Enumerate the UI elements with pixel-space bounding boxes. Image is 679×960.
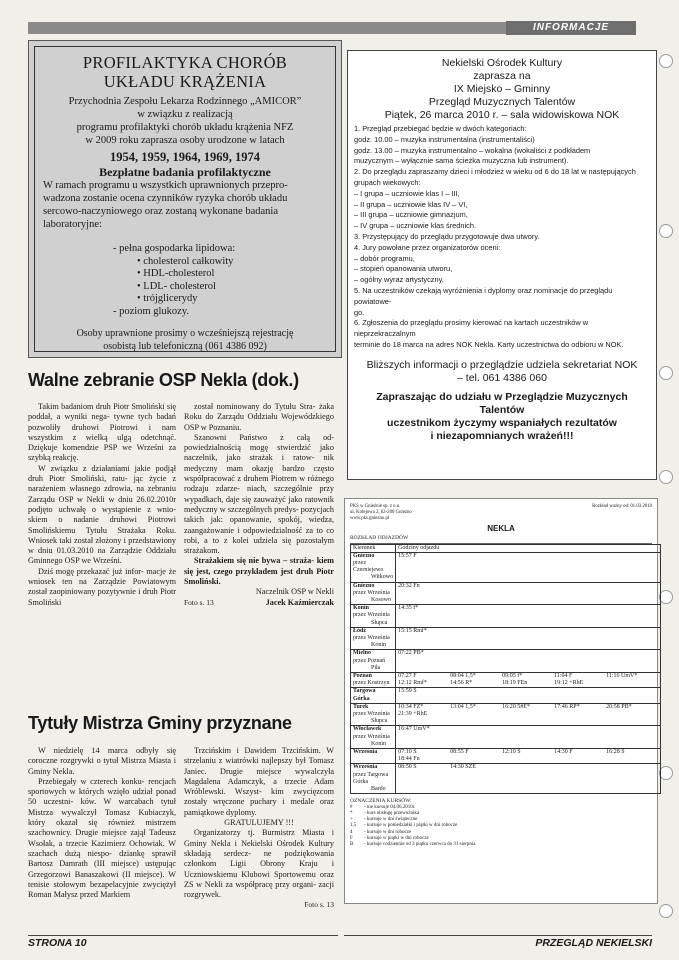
footer-page-number: STRONA 10 xyxy=(28,935,338,949)
signature-name: Jacek Kaźmierczak xyxy=(265,597,334,607)
table-row xyxy=(351,552,661,582)
destination-name: Włocławek xyxy=(353,726,382,733)
nok-head: Przegląd Muzycznych Talentów xyxy=(428,96,576,108)
timetable-legend xyxy=(350,798,652,848)
nok-rule-line: 3. Przystępujący do przeglądu przygotowuje dwa utwory. xyxy=(354,231,540,241)
paragraph: Takim badaniom druh Piotr Smoliński się poddał, a wyniki nega- tywne tych badań pozwoliły druhowi Piotrowi i nam wszystkim z wielką ulgą odetchnąć. Dziękuje komendzie PSP we Wrześni za szybką reakcję. xyxy=(28,402,176,463)
destination-name: Września xyxy=(353,749,378,756)
departure-time: 11:16 UmV* xyxy=(606,673,638,680)
binder-hole xyxy=(659,224,673,238)
list-item: - pełna gospodarka lipidowa: xyxy=(113,243,236,254)
departure-time: 21:39 +RhE xyxy=(398,711,428,718)
destination-via: Słupca xyxy=(371,718,388,725)
binder-hole xyxy=(659,54,673,68)
departure-time: 08:04 1,5* xyxy=(450,673,476,680)
departure-time: 14:35 f* xyxy=(398,605,419,612)
destination-name: Poznań xyxy=(353,673,373,680)
departure-time: 16:20 5#E* xyxy=(502,703,530,710)
amicor-title-2: UKŁADU KRĄŻENIA xyxy=(103,72,267,91)
nok-rule-line: – I grupa – uczniowie klas I – III, xyxy=(354,188,460,198)
destination-name: Łódź xyxy=(353,627,367,634)
nok-rule-line: 4. Jury powołane przez organizatorów oceni: xyxy=(354,242,501,252)
timetable-destination xyxy=(351,627,396,650)
timetable-valid-from: Rozkład ważny od: 01.03.2010 xyxy=(592,504,652,509)
departure-time: 09:05 f* xyxy=(502,673,523,680)
nok-rule-line: – III grupa – uczniowie gimnazjum, xyxy=(354,210,468,220)
company-line: www.pks.gniezno.pl xyxy=(350,515,390,521)
binder-hole xyxy=(659,590,673,604)
binder-hole xyxy=(659,366,673,380)
timetable-destination xyxy=(351,650,396,673)
table-row xyxy=(351,726,661,749)
timetable-times xyxy=(396,582,661,605)
departure-time: 11:04 F xyxy=(554,673,573,680)
list-item: - poziom glukozy. xyxy=(113,305,190,317)
nok-closing: Zapraszając do udziału w Przeglądzie Muzycznych Talentów xyxy=(376,390,628,416)
table-row xyxy=(351,673,661,688)
destination-name: Września xyxy=(353,764,378,771)
departure-time: 20:58 PB* xyxy=(606,703,632,710)
timetable-times xyxy=(396,552,661,582)
table-row xyxy=(351,703,661,726)
destination-name: Gniezno xyxy=(353,582,375,589)
legend-text: - kursuje w poniedziałki i piątki w dni robocze xyxy=(364,823,458,829)
departure-time: 15:15 Rmf* xyxy=(398,627,427,634)
departure-time: 07:10 S xyxy=(398,749,417,756)
nok-rule-line: godz. 13.00 – muzyka instrumentalno – wokalna (wokaliści z podkładem xyxy=(354,145,591,155)
timetable-times xyxy=(396,703,661,726)
departure-time: 13:04 1,5* xyxy=(450,703,476,710)
legend-text: - kursuje codziennie od 3 piątku czerwca do 31 sierpnia xyxy=(364,842,476,848)
paragraph: Przebiegały w czterech konku- rencjach sportowych w których wzięło udział ponad 50 uczestni- ków. W warcabach tytuł Mistrza wywalczył Tomasz Kubiaczyk, który okazał się również mistrzem szachownicy. Drugie miejsce zajął Tadeusz Wsołak, a trzecie Kazimierz Ochowiak. W szachach dużą niespo- dziankę sprawił Bartosz Damrath (III miejsce) ustępując Grzegorzowi Banaszakowi (II miejsce). W tenisie stołowym bezapelacyjnie zwyciężył Roman Małysz przed Markiem xyxy=(28,776,176,900)
timetable-times xyxy=(396,764,661,794)
amicor-test-list xyxy=(113,243,327,318)
legend-title: OZNACZENIA KURSÓW: xyxy=(350,798,412,805)
timetable-station: NEKLA xyxy=(487,524,515,534)
amicor-announcement xyxy=(28,40,342,358)
table-row xyxy=(351,605,661,628)
destination-via: Konin xyxy=(371,740,386,747)
signature-line xyxy=(184,598,334,608)
timetable-destination xyxy=(351,582,396,605)
legend-symbol: + xyxy=(350,817,353,823)
article-osp-col2 xyxy=(184,402,334,608)
departure-time: 18:44 Fn xyxy=(398,756,420,763)
amicor-intro: w związku z realizacją xyxy=(137,109,233,120)
amicor-body: sercowo-naczyniowego oraz zostaną wykonane badania xyxy=(43,206,278,217)
nok-head: Nekielski Ośrodek Kultury xyxy=(441,57,563,69)
timetable-destination xyxy=(351,726,396,749)
destination-via: Piła xyxy=(371,664,381,671)
departure-time: 08:50 S xyxy=(398,764,417,771)
departure-time: 14:30 SZE xyxy=(450,764,476,771)
legend-symbol: 1,5 xyxy=(350,823,357,829)
legend-row xyxy=(350,842,652,848)
legend-symbol: # xyxy=(350,804,353,810)
destination-via: Kosowo xyxy=(371,597,392,603)
timetable-destination xyxy=(351,605,396,628)
bus-timetable xyxy=(344,498,658,904)
paragraph: Trzcińskim i Dawidem Trzcińskim. W strzelaniu z wiatrówki najlepszy był Tomasz Janiec. Drugie miejsce wywalczyła Magdalena Adamczyk, a trzecie Adam Wróblewski. Wszyst- kim zwycięzcom zostały wręczone puchary i medale oraz pamiątkowe dyplomy. xyxy=(184,746,334,817)
nok-rule-line: – stopień opanowania utworu, xyxy=(354,264,453,274)
legend-symbol: 4 xyxy=(350,829,353,835)
legend-text: - kursuje w piątki w dni robocze xyxy=(364,836,429,842)
paragraph: Strażakiem się nie bywa – straża- kiem się jest, czego przykładem jest druh Piotr Smoliński. xyxy=(184,556,334,587)
timetable-destination xyxy=(351,749,396,764)
legend-text: - kursuje w dni świąteczne xyxy=(364,817,418,823)
photo-credit: Foto s. 13 xyxy=(304,900,334,910)
list-item: • HDL-cholesterol xyxy=(137,268,215,279)
timetable-company xyxy=(350,504,412,521)
list-item: • cholesterol całkowity xyxy=(137,255,234,267)
table-row xyxy=(351,749,661,764)
destination-name: Gniezno xyxy=(353,552,375,559)
nok-info: Bliższych informacji o przeglądzie udziela sekretariat NOK xyxy=(366,358,638,371)
destination-via: przez Września xyxy=(353,589,390,596)
nok-closing: uczestnikom życzymy wspaniałych rezultatów xyxy=(387,416,617,429)
table-row xyxy=(351,627,661,650)
timetable-times xyxy=(396,627,661,650)
section-header-label: INFORMACJE xyxy=(506,21,636,35)
nok-rule-line: muzycznym – wyłącznie sama ścieżka muzyczna lub instrument). xyxy=(354,156,569,166)
destination-via: przez Poznań xyxy=(353,657,386,664)
departure-time: 18:19 FEn xyxy=(502,680,528,687)
binder-hole xyxy=(659,766,673,780)
nok-rule-line: grupach wiekowych: xyxy=(354,177,421,187)
nok-rule-line: 6. Zgłoszenia do przeglądu prosimy kierować na kartach uczestników w nieprzekraczalnym xyxy=(354,318,589,339)
binder-hole xyxy=(659,904,673,918)
nok-rule-line: go. xyxy=(354,307,365,317)
company-line: ul. Kolejowa 2, 62-200 Gniezno xyxy=(350,509,412,515)
amicor-intro: Przychodnia Zespołu Lekarza Rodzinnego „AMICOR” xyxy=(68,96,302,107)
amicor-free-tests: Bezpłatne badania profilaktyczne xyxy=(99,165,271,179)
nok-rule-line: godz. 10.00 – muzyka instrumentalna (instrumentaliści) xyxy=(354,134,535,144)
article-mistrz-col1 xyxy=(28,746,176,900)
departure-time: 07:27 F xyxy=(398,673,417,680)
timetable-table xyxy=(350,544,661,795)
list-item: • LDL- cholesterol xyxy=(137,280,216,292)
departure-time: 14:56 R* xyxy=(450,680,473,687)
nok-rule-line: 1. Przegląd przebiegać będzie w dwóch kategoriach: xyxy=(354,124,527,133)
amicor-title-1: PROFILAKTYKA CHORÓB xyxy=(82,53,288,72)
departure-time: 12:10 S xyxy=(502,749,521,756)
company-line: PKS w Gnieźnie sp. z o.o. xyxy=(350,504,401,509)
col-header: Kierunek xyxy=(351,544,396,552)
timetable-times xyxy=(396,605,661,628)
departure-time: 16:47 UmV* xyxy=(398,726,430,733)
destination-name: Targowa Górka xyxy=(353,688,376,702)
timetable-times xyxy=(396,673,661,688)
departure-time: 12:12 Rmf* xyxy=(398,680,427,687)
nok-rule-line: – dobór programu, xyxy=(354,253,415,263)
timetable-times xyxy=(396,650,661,673)
destination-name: Konin xyxy=(353,605,370,612)
timetable-destination xyxy=(351,764,396,794)
timetable-destination xyxy=(351,688,396,703)
departure-time: 17:46 RP* xyxy=(554,703,580,710)
timetable-destination xyxy=(351,703,396,726)
legend-text: - kurs obsługę przewoźnika xyxy=(364,810,420,816)
paragraph: Organizatorzy tj. Burmistrz Miasta i Gminy Nekla i Nekielski Ośrodek Kultury składają serdecz- ne podziękowania członkom Ligii Obrony Kraju i Uczniowskiemu Klubowi Sportowemu oraz ZS w Nekli za współpracę przy organi- zacji rozgrywek. xyxy=(184,828,334,900)
nok-rule-line: 2. Do przeglądu zapraszamy dzieci i młodzież w wieku od 6 do 18 lat w następujących xyxy=(354,167,636,177)
departure-time: 19:12 +RhE xyxy=(554,680,584,687)
legend-symbol: * xyxy=(350,810,353,816)
legend-text: - nie kursuje 04.06.2010r. xyxy=(364,804,416,810)
nok-announcement xyxy=(347,50,657,480)
amicor-body: W ramach programu u wszystkich uprawnionych przepro- xyxy=(43,180,288,191)
nok-closing: i niezapomnianych wrażeń!!! xyxy=(430,429,574,442)
departure-time: 10:34 FZ* xyxy=(398,703,424,710)
nok-rule-line: – IV grupa – uczniowie klas średnich. xyxy=(354,221,477,231)
timetable-times xyxy=(396,749,661,764)
table-row xyxy=(351,764,661,794)
nok-date: Piątek, 26 marca 2010 r. – sala widowiskowa NOK xyxy=(384,109,620,121)
paragraph: Szanowni Państwo z całą od- powiedzialnością mogę stwierdzić jako naczelnik, jako strażak i ratow- nik medyczny mam okazję bardzo często współpracować z druhem Piotrem w różnego rodzaju zdarze- niach, szczególnie przy wypadkach, daje się zauważyć jako ratownik medyczny w szczególnych predys- pozycjach takich jak: opanowanie, spokój, wiedza, zaangażowanie i odpowiedzialność za to co robi, a to z kolei udziela się pozostałym strażakom. xyxy=(184,432,334,556)
destination-via: przez Kostrzyn xyxy=(353,680,390,687)
paragraph: Dziś mogę przekazać już infor- macje że wniosek ten na Zarządzie Powiatowym został zaopiniowany pozytywnie i druh Piotr Smoliński xyxy=(28,566,176,607)
table-header-row xyxy=(351,544,661,552)
amicor-note: Osoby uprawnione prosimy o wcześniejszą rejestrację xyxy=(76,328,294,339)
destination-name: Mielno xyxy=(353,650,371,657)
paragraph: GRATULUJEMY !!! xyxy=(224,818,294,828)
destination-via: przez Czerniejewo xyxy=(353,559,384,574)
table-row xyxy=(351,688,661,703)
nok-rule-line: – ogólny wyraz artystyczny. xyxy=(354,275,444,285)
destination-via: przez Września xyxy=(353,612,390,619)
destination-via: Bardo xyxy=(371,786,386,793)
table-row xyxy=(351,650,661,673)
table-row xyxy=(351,582,661,605)
departure-time: 15:57 F xyxy=(398,552,417,559)
nok-rule-line: 5. Na uczestników czekają wyróżnienia i dyplomy oraz nominacje do przeglądu powiatowe- xyxy=(354,285,613,306)
departure-time: 07:22 PB* xyxy=(398,650,424,657)
photo-credit: Foto s. 13 xyxy=(184,597,214,607)
amicor-intro: w 2009 roku zaprasza osoby urodzone w latach xyxy=(85,135,285,146)
departure-time: 16:28 S xyxy=(606,749,625,756)
destination-via: przez Września xyxy=(353,733,390,740)
list-item: • trójglicerydy xyxy=(137,293,198,304)
footer-publication: PRZEGLĄD NEKIELSKI xyxy=(344,935,652,949)
nok-rule-line: terminie do 18 marca na adres NOK Nekla. Karty uczestnictwa do odbioru w NOK. xyxy=(354,339,624,349)
article-title-osp: Walne zebranie OSP Nekla (dok.) xyxy=(28,370,299,390)
timetable-times xyxy=(396,688,661,703)
binder-hole xyxy=(659,470,673,484)
destination-via: przez Września xyxy=(353,711,390,718)
destination-via: Witkowo xyxy=(371,574,394,581)
article-title-mistrz: Tytuły Mistrza Gminy przyznane xyxy=(28,713,292,733)
paragraph: W niedzielę 14 marca odbyły się coroczne rozgrywki o tytuł Mistrza Miasta i Gminy Nekla. xyxy=(28,746,176,776)
timetable-section: ROZKŁAD ODJAZDÓW xyxy=(350,535,652,544)
nok-head: IX Miejsko – Gminny xyxy=(453,83,551,95)
timetable-destination xyxy=(351,552,396,582)
legend-text: - kursuje w dni robocze xyxy=(364,829,412,835)
article-osp-col1 xyxy=(28,402,176,608)
nok-info: – tel. 061 4386 060 xyxy=(457,371,547,384)
amicor-years: 1954, 1959, 1964, 1969, 1974 xyxy=(110,150,260,164)
amicor-body: wadzona zostanie ocena czynników ryzyka chorób układu xyxy=(43,193,288,204)
article-mistrz-col2 xyxy=(184,746,334,911)
paragraph: W związku z działaniami jakie podjął druh Piotr Smoliński, ratu- jąc życie z narażeniem własnego zdrowia, na zebraniu Zarządu OSP w Nekli w dniu 26.02.2010r podjęto uchwałę o wystąpienie z wnio- skiem o nadanie druhowi Piotrowi Smolińskiemu Tytułu Strażaka Roku. Wniosek taki został złożony i przedstawiony w dniu 01.03.2010 na Zarządzie Oddziału Gminnego OSP we Wrześni. xyxy=(28,463,176,566)
amicor-body: laboratoryjne: xyxy=(43,219,102,230)
nok-head: zaprasza na xyxy=(473,70,531,82)
nok-rule-line: – II grupa – uczniowie klas IV – VI, xyxy=(354,199,468,209)
timetable-times xyxy=(396,726,661,749)
amicor-intro: programu profilaktyki chorób układu krążenia NFZ xyxy=(76,122,294,133)
timetable-destination xyxy=(351,673,396,688)
legend-symbol: B xyxy=(350,842,354,848)
amicor-note: osobistą lub telefoniczną (061 4386 092) xyxy=(103,340,267,352)
col-header: Godziny odjazdu xyxy=(396,544,661,552)
destination-via: przez Września xyxy=(353,635,390,642)
section-header-band xyxy=(28,22,636,34)
departure-time: 08:55 F xyxy=(450,749,469,756)
paragraph: został nominowany do Tytułu Stra- żaka Roku do Zarządu Oddziału Wojewódzkiego OSP w Poznaniu. xyxy=(184,402,334,432)
destination-via: Słupca xyxy=(371,619,388,626)
legend-symbol: F xyxy=(350,836,353,842)
departure-time: 20:32 Fn xyxy=(398,582,420,589)
departure-time: 14:30 F xyxy=(554,749,573,756)
departure-time: 15:59 S xyxy=(398,688,417,695)
destination-via: Konin xyxy=(371,642,386,649)
nok-rules xyxy=(354,124,650,351)
destination-via: przez Targowa Górka xyxy=(353,771,389,785)
destination-name: Turek xyxy=(353,703,369,710)
signature-role: Naczelnik OSP w Nekli xyxy=(255,587,334,597)
